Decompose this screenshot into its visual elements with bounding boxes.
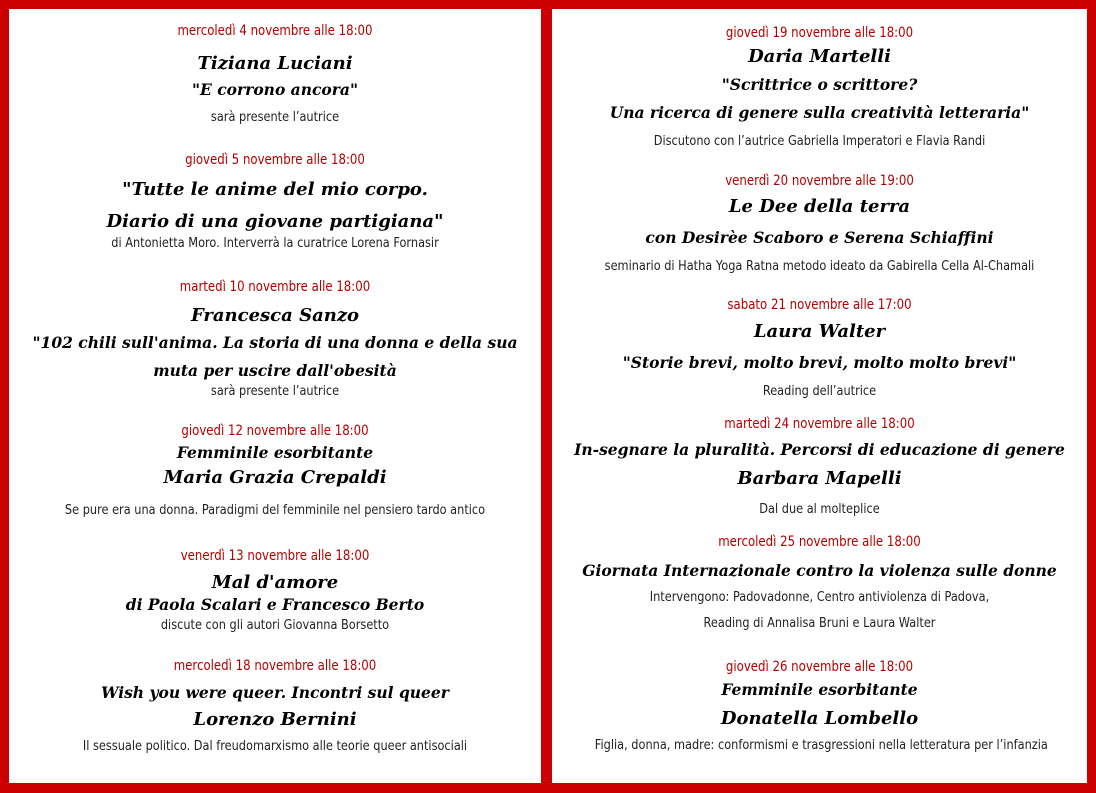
event-author: di Paola Scalari e Francesco Berto: [125, 595, 425, 614]
event-date: martedì 24 novembre alle 18:00: [724, 416, 915, 432]
event-note: Intervengono: Padovadonne, Centro antiviolenza di Padova,: [649, 589, 990, 605]
event-author: Maria Grazia Crepaldi: [163, 467, 387, 488]
event-series: Femminile esorbitante: [176, 443, 374, 462]
event-date: mercoledì 25 novembre alle 18:00: [718, 534, 921, 550]
event-note: discute con gli autori Giovanna Borsetto: [160, 617, 390, 633]
event-note: Reading di Annalisa Bruni e Laura Walter: [703, 615, 936, 631]
event-title: In-segnare la pluralità. Percorsi di educazione di genere: [574, 440, 1065, 459]
event-title: Le Dee della terra: [728, 196, 911, 217]
event-title: "Tutte le anime del mio corpo.: [122, 179, 428, 200]
event-author: Barbara Mapelli: [737, 468, 902, 489]
event-date: giovedì 19 novembre alle 18:00: [725, 25, 914, 41]
event-title: "Scrittrice o scrittore?: [721, 75, 918, 94]
event-author: Tiziana Luciani: [197, 53, 353, 74]
event-author: con Desirèe Scaboro e Serena Schiaffini: [645, 228, 994, 247]
event-author: Donatella Lombello: [720, 708, 919, 729]
event-note: seminario di Hatha Yoga Ratna metodo ideato da Gabirella Cella Al-Chamali: [604, 258, 1035, 274]
event-author: Daria Martelli: [748, 46, 891, 67]
event-title: "E corrono ancora": [191, 80, 359, 99]
event-note: Reading dell’autrice: [762, 383, 877, 399]
event-title: "Storie brevi, molto brevi, molto molto brevi": [622, 353, 1017, 372]
event-note: Figlia, donna, madre: conformismi e trasgressioni nella letteratura per l’infanzia: [594, 737, 1048, 753]
event-author: Laura Walter: [753, 321, 886, 342]
event-date: giovedì 26 novembre alle 18:00: [725, 659, 914, 675]
event-title: muta per uscire dall'obesità: [153, 361, 397, 380]
event-date: mercoledì 4 novembre alle 18:00: [177, 23, 373, 39]
event-note: sarà presente l’autrice: [210, 383, 340, 399]
event-note: di Antonietta Moro. Interverrà la curatrice Lorena Fornasir: [111, 235, 439, 251]
event-date: giovedì 12 novembre alle 18:00: [181, 423, 369, 439]
event-author: Francesca Sanzo: [190, 305, 360, 326]
event-date: mercoledì 18 novembre alle 18:00: [173, 658, 377, 674]
event-date: giovedì 5 novembre alle 18:00: [185, 152, 365, 168]
left-program-panel: [9, 9, 541, 783]
event-title: Wish you were queer. Incontri sul queer: [101, 683, 449, 702]
event-date: venerdì 20 novembre alle 19:00: [725, 173, 914, 189]
event-note: Il sessuale politico. Dal freudomarxismo alle teorie queer antisociali: [82, 738, 468, 754]
event-note: Discutono con l’autrice Gabriella Imperatori e Flavia Randi: [653, 133, 986, 149]
event-title: Una ricerca di genere sulla creatività letteraria": [609, 103, 1030, 122]
event-note: Dal due al molteplice: [759, 501, 880, 517]
event-series: Femminile esorbitante: [721, 680, 918, 699]
right-program-panel: [552, 9, 1087, 783]
event-title: Mal d'amore: [211, 572, 339, 593]
event-date: venerdì 13 novembre alle 18:00: [180, 548, 370, 564]
event-title: "102 chili sull'anima. La storia di una donna e della sua: [32, 333, 518, 352]
event-title: Diario di una giovane partigiana": [106, 211, 444, 232]
event-author: Lorenzo Bernini: [193, 709, 357, 730]
event-date: sabato 21 novembre alle 17:00: [727, 297, 912, 313]
event-date: martedì 10 novembre alle 18:00: [179, 279, 371, 295]
event-note: sarà presente l’autrice: [210, 109, 340, 125]
event-title: Giornata Internazionale contro la violenza sulle donne: [582, 561, 1057, 580]
event-note: Se pure era una donna. Paradigmi del femminile nel pensiero tardo antico: [64, 502, 486, 518]
